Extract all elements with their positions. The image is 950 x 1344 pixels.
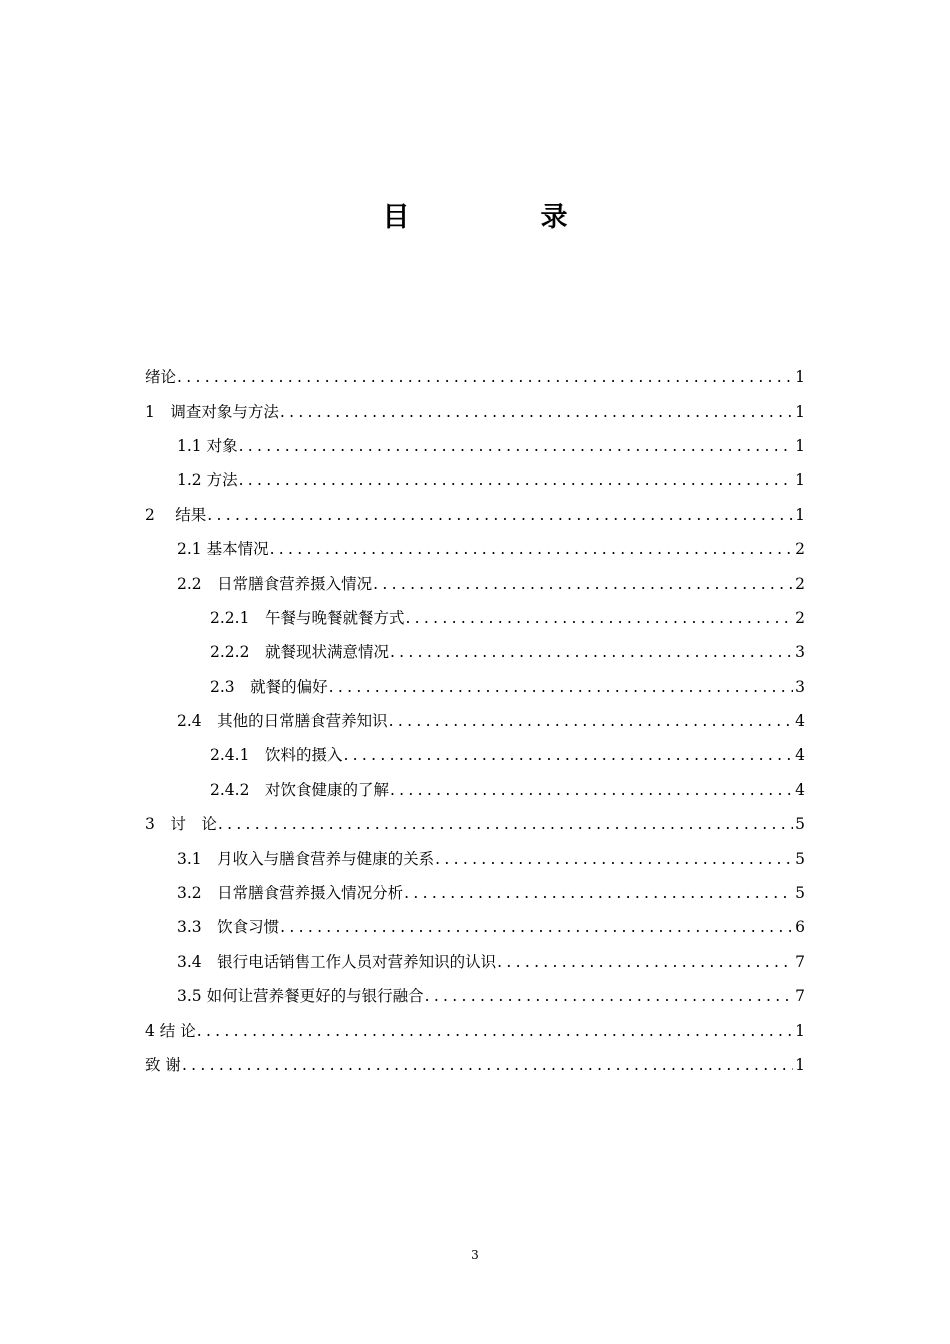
dot-leader — [218, 814, 793, 834]
dot-leader — [343, 745, 793, 765]
dot-leader — [182, 1055, 793, 1075]
toc-entry[interactable] — [145, 670, 805, 704]
dot-leader — [425, 986, 794, 1006]
dot-leader — [177, 367, 793, 387]
dot-leader — [497, 952, 793, 972]
toc-entry[interactable] — [145, 635, 805, 669]
toc-entry-label: 2.2 日常膳食营养摄入情况 — [177, 574, 373, 593]
toc-entry[interactable] — [145, 704, 805, 738]
toc-entry-label: 1 调查对象与方法 — [145, 402, 279, 421]
toc-entry[interactable] — [145, 738, 805, 772]
toc-entry-page: 1 — [795, 368, 805, 387]
toc-entry-label: 2.2.2 就餐现状满意情况 — [210, 643, 389, 662]
dot-leader — [390, 642, 793, 662]
toc-entry[interactable] — [145, 807, 805, 841]
dot-leader — [207, 505, 793, 525]
toc-entry[interactable] — [145, 532, 805, 566]
toc-entry-page: 1 — [795, 505, 805, 524]
toc-entry-label: 2 结果 — [145, 505, 207, 524]
toc-entry-page: 2 — [795, 574, 805, 593]
toc-entry-page: 2 — [795, 608, 805, 627]
toc-entry-label: 2.2.1 午餐与晚餐就餐方式 — [210, 608, 405, 627]
toc-entry-page: 1 — [795, 1056, 805, 1074]
toc-entry-label: 4 结 论 — [145, 1021, 196, 1040]
toc-entry[interactable] — [145, 360, 805, 394]
page-number: 3 — [471, 1248, 479, 1262]
dot-leader — [280, 917, 793, 937]
toc-entry[interactable] — [145, 1013, 805, 1047]
toc-entry[interactable] — [145, 910, 805, 944]
toc-entry[interactable] — [145, 979, 805, 1013]
toc-entry-label: 2.4.1 饮料的摄入 — [210, 746, 343, 765]
toc-entry-page: 5 — [795, 884, 805, 903]
toc-entry-label: 1.2 方法 — [177, 471, 238, 490]
toc-entry-page: 1 — [795, 471, 805, 490]
dot-leader — [389, 711, 793, 731]
toc-entry-label: 3.1 月收入与膳食营养与健康的关系 — [177, 849, 435, 868]
toc-entry-label: 2.3 就餐的偏好 — [210, 677, 328, 696]
dot-leader — [197, 1021, 793, 1041]
toc-entry-page: 5 — [795, 815, 805, 834]
toc-entry-label: 2.4.2 对饮食健康的了解 — [210, 780, 389, 799]
toc-entry[interactable] — [145, 945, 805, 979]
table-of-contents — [145, 360, 805, 1082]
dot-leader — [373, 574, 793, 594]
toc-entry-label: 3 讨 论 — [145, 815, 217, 834]
toc-entry-label: 致 谢 — [145, 1056, 181, 1074]
toc-entry-page: 1 — [795, 1021, 805, 1040]
toc-entry[interactable] — [145, 601, 805, 635]
toc-entry[interactable] — [145, 773, 805, 807]
toc-entry[interactable] — [145, 876, 805, 910]
toc-entry-label: 2.4 其他的日常膳食营养知识 — [177, 712, 388, 731]
toc-entry-page: 4 — [795, 746, 805, 765]
page-title: 目 录 — [382, 202, 620, 233]
toc-entry-page: 5 — [795, 849, 805, 868]
toc-entry[interactable] — [145, 498, 805, 532]
toc-entry-label: 3.3 饮食习惯 — [177, 918, 280, 937]
toc-entry-label: 3.2 日常膳食营养摄入情况分析 — [177, 884, 404, 903]
toc-entry-label: 3.5 如何让营养餐更好的与银行融合 — [177, 987, 424, 1006]
dot-leader — [405, 608, 793, 628]
toc-entry-page: 7 — [795, 987, 805, 1006]
toc-entry[interactable] — [145, 1048, 805, 1082]
toc-entry[interactable] — [145, 463, 805, 497]
toc-entry[interactable] — [145, 394, 805, 428]
toc-entry-page: 3 — [795, 677, 805, 696]
toc-entry-label: 绪论 — [145, 368, 177, 387]
toc-entry-page: 4 — [795, 712, 805, 731]
toc-entry[interactable] — [145, 429, 805, 463]
toc-entry[interactable] — [145, 841, 805, 875]
dot-leader — [270, 539, 794, 559]
toc-entry-page: 4 — [795, 780, 805, 799]
toc-entry-label: 1.1 对象 — [177, 436, 238, 455]
toc-entry[interactable] — [145, 566, 805, 600]
toc-entry-page: 1 — [795, 402, 805, 421]
toc-entry-page: 7 — [795, 952, 805, 971]
toc-entry-page: 1 — [795, 436, 805, 455]
toc-entry-label: 2.1 基本情况 — [177, 540, 269, 559]
dot-leader — [404, 883, 793, 903]
toc-entry-page: 3 — [795, 643, 805, 662]
dot-leader — [390, 780, 793, 800]
toc-entry-page: 6 — [795, 918, 805, 937]
dot-leader — [239, 436, 794, 456]
dot-leader — [329, 677, 793, 697]
toc-entry-page: 2 — [795, 540, 805, 559]
dot-leader — [280, 402, 793, 422]
dot-leader — [239, 470, 794, 490]
dot-leader — [435, 849, 793, 869]
toc-entry-label: 3.4 银行电话销售工作人员对营养知识的认识 — [177, 952, 497, 971]
